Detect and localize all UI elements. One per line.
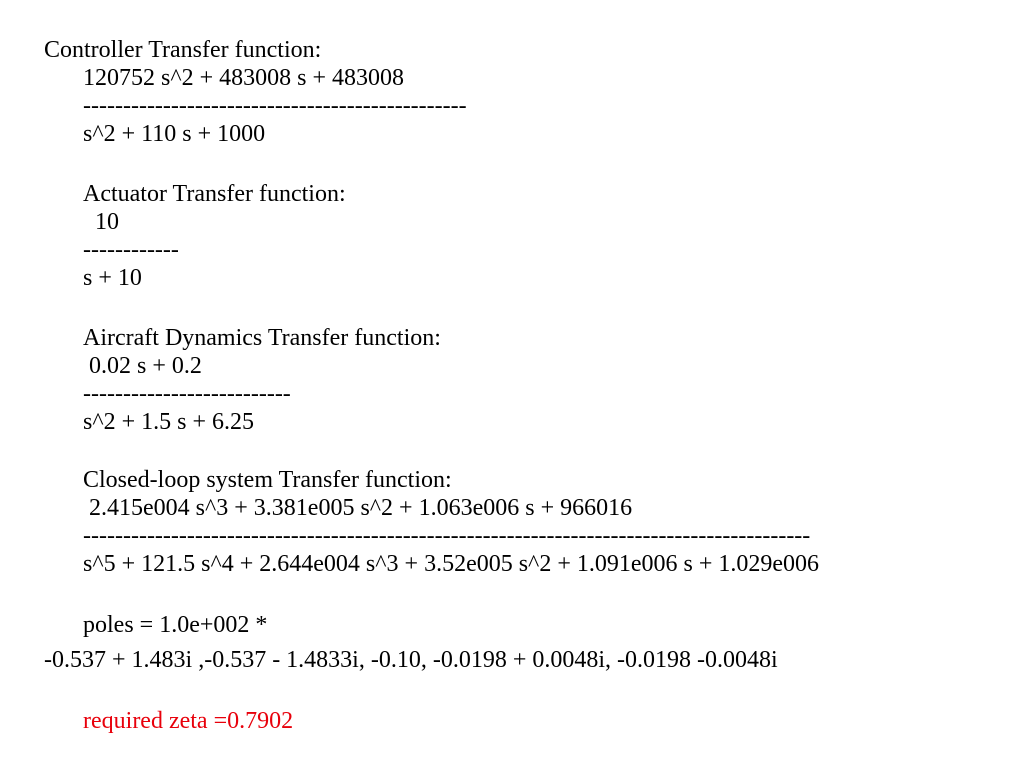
closed-loop-heading: Closed-loop system Transfer function: — [83, 467, 452, 493]
actuator-divider: ------------ — [83, 237, 179, 263]
actuator-heading: Actuator Transfer function: — [83, 181, 346, 207]
required-zeta: required zeta =0.7902 — [83, 708, 294, 734]
controller-denominator: s^2 + 110 s + 1000 — [83, 121, 266, 147]
poles-label: poles = 1.0e+002 * — [83, 612, 268, 638]
aircraft-heading: Aircraft Dynamics Transfer function: — [83, 325, 441, 351]
aircraft-divider: -------------------------- — [83, 381, 291, 407]
actuator-numerator: 10 — [83, 209, 119, 235]
controller-heading: Controller Transfer function: — [44, 37, 322, 63]
aircraft-denominator: s^2 + 1.5 s + 6.25 — [83, 409, 255, 435]
closed-loop-numerator: 2.415e004 s^3 + 3.381e005 s^2 + 1.063e006 s + 966016 — [83, 495, 633, 521]
controller-divider: ------------------------------------------------ — [83, 93, 467, 119]
closed-loop-denominator: s^5 + 121.5 s^4 + 2.644e004 s^3 + 3.52e005 s^2 + 1.091e006 s + 1.029e006 — [83, 551, 820, 577]
poles-values: -0.537 + 1.483i ,-0.537 - 1.4833i, -0.10, -0.0198 + 0.0048i, -0.0198 -0.0048i — [44, 647, 778, 673]
controller-numerator: 120752 s^2 + 483008 s + 483008 — [83, 65, 405, 91]
closed-loop-divider: ------------------------------------------------------------------------------------------- — [83, 523, 811, 549]
actuator-denominator: s + 10 — [83, 265, 142, 291]
aircraft-numerator: 0.02 s + 0.2 — [83, 353, 202, 379]
